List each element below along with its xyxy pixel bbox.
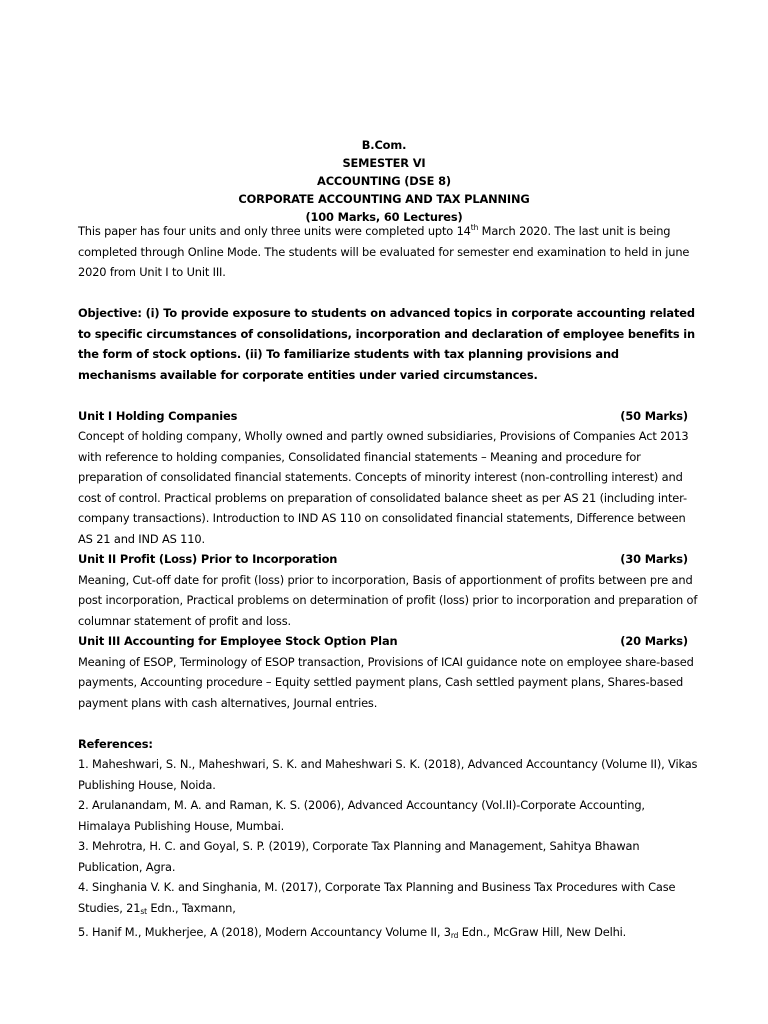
degree-title: B.Com. — [361, 138, 407, 152]
semester-title: SEMESTER VI — [342, 156, 426, 170]
unit-1-marks: (50 Marks) — [620, 408, 688, 423]
unit-2-body: Meaning, Cut-off date for profit (loss) prior to incorporation, Basis of apportionment of profits between pre and post incorporation, Practical problems on determination of profit (loss) prior to incorporation and preparation of columnar statement of profit and loss. — [78, 572, 698, 628]
reference-4: 4. Singhania V. K. and Singhania, M. (2017), Corporate Tax Planning and Business Tax Procedures with Case Studies, $21_{st}$ Edn., Taxmann, — [78, 880, 676, 916]
unit-1-title: Unit I Holding Companies — [78, 408, 238, 423]
objective-paragraph: Objective: (i) To provide exposure to students on advanced topics in corporate accounting related to specific circumstances of consolidations, incorporation and declaration of employee benefits in the form of stock options. (ii) To familiarize students with tax planning provisions and mechanisms available for corporate entities under varied circumstances. — [78, 306, 695, 382]
document-body — [78, 221, 698, 947]
paper-title: CORPORATE ACCOUNTING AND TAX PLANNING — [238, 192, 530, 206]
reference-2: 2. Arulanandam, M. A. and Raman, K. S. (2006), Advanced Accountancy (Vol.II)-Corporate Accounting, Himalaya Publishing House, Mumbai. — [78, 798, 645, 833]
unit-2-title: Unit II Profit (Loss) Prior to Incorporation — [78, 552, 338, 566]
marks-lectures: (100 Marks, 60 Lectures) — [305, 210, 463, 224]
unit-2-heading — [78, 549, 698, 570]
title-block — [0, 136, 768, 226]
intro-paragraph: This paper has four units and only three units were completed upto 14th March 2020. The last unit is being completed through Online Mode. The students will be evaluated for semester end examination to held in june 2020 from Unit I to Unit III. — [78, 223, 690, 279]
unit-1-heading — [78, 406, 698, 427]
unit-2-marks: (30 Marks) — [620, 552, 688, 566]
subject-title: ACCOUNTING (DSE 8) — [317, 174, 451, 188]
unit-1-body: Concept of holding company, Wholly owned and partly owned subsidiaries, Provisions of Companies Act 2013 with reference to holding companies, Consolidated financial statements – Meaning and procedure for preparation of consolidated financial statements. Concepts of minority interest (non-controlling interest) and cost of control. Practical problems on preparation of consolidated balance sheet as per AS 21 (including inter-company transactions). Introduction to IND AS 110 on consolidated financial statements, Difference between AS 21 and IND AS 110. — [78, 429, 689, 546]
reference-1: 1. Maheshwari, S. N., Maheshwari, S. K. and Maheshwari S. K. (2018), Advanced Accountancy (Volume II), Vikas Publishing House, Noida. — [78, 757, 698, 792]
unit-3-marks: (20 Marks) — [620, 634, 688, 648]
unit-3-heading — [78, 631, 698, 652]
reference-3: 3. Mehrotra, H. C. and Goyal, S. P. (2019), Corporate Tax Planning and Management, Sahitya Bhawan Publication, Agra. — [78, 839, 640, 874]
reference-5: 5. Hanif M., Mukherjee, A (2018), Modern Accountancy Volume II, $3_{rd}$ Edn., McGraw Hill, New Delhi. — [78, 925, 627, 940]
unit-3-body: Meaning of ESOP, Terminology of ESOP transaction, Provisions of ICAI guidance note on employee share-based payments, Accounting procedure – Equity settled payment plans, Cash settled payment plans, Shares-based payment plans with cash alternatives, Journal entries. — [78, 654, 694, 710]
unit-3-title: Unit III Accounting for Employee Stock Option Plan — [78, 634, 398, 648]
references-heading: References: — [78, 736, 153, 751]
